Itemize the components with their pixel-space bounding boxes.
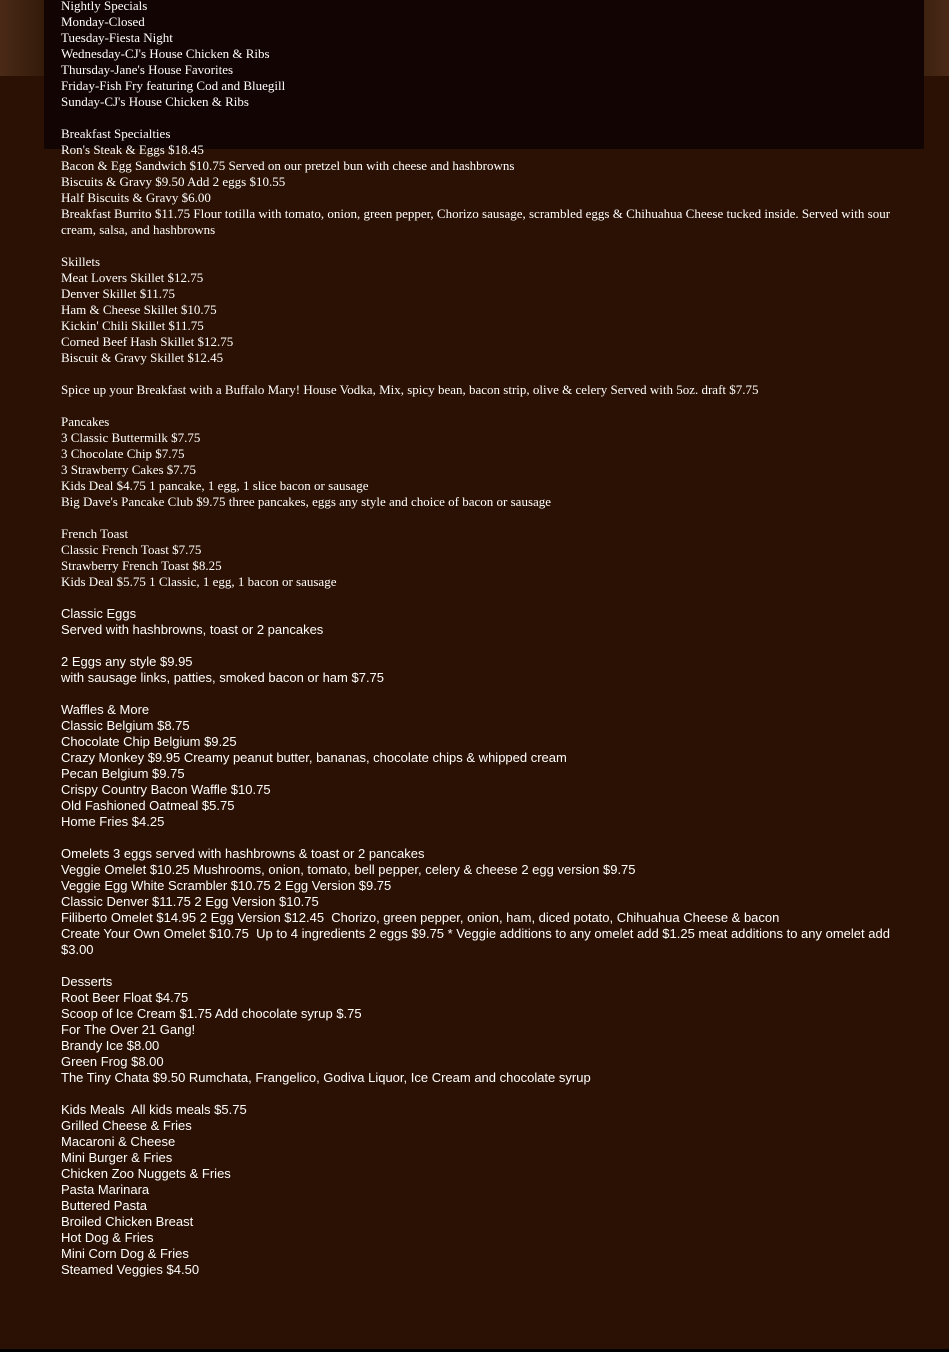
menu-item: Root Beer Float $4.75 [61, 990, 189, 1005]
section-heading: Classic Eggs [61, 606, 137, 621]
menu-item: Kickin' Chili Skillet $11.75 [61, 318, 204, 333]
section-heading: Desserts [61, 974, 113, 989]
menu-item: Corned Beef Hash Skillet $12.75 [61, 334, 234, 349]
menu-item: Veggie Omelet $10.25 Mushrooms, onion, tomato, bell pepper, celery & cheese 2 egg version $9.75 [61, 862, 636, 877]
menu-item: Buttered Pasta [61, 1198, 147, 1213]
french-toast-section [61, 526, 906, 606]
menu-item: Scoop of Ice Cream $1.75 Add chocolate syrup $.75 [61, 1006, 362, 1021]
menu-item: Brandy Ice $8.00 [61, 1038, 160, 1053]
blank-line [61, 398, 906, 414]
menu-item: Macaroni & Cheese [61, 1134, 176, 1149]
section-subheading: Served with hashbrowns, toast or 2 pancakes [61, 622, 324, 637]
section-heading: Skillets [61, 254, 101, 269]
menu-item: Pecan Belgium $9.75 [61, 766, 185, 781]
menu-item: Half Biscuits & Gravy $6.00 [61, 190, 211, 205]
menu-item: with sausage links, patties, smoked bacon or ham $7.75 [61, 670, 385, 685]
breakfast-specialties-section [61, 126, 906, 254]
section-heading: Nightly Specials [61, 0, 148, 13]
menu-item: Thursday-Jane's House Favorites [61, 62, 234, 77]
classic-eggs-section [61, 606, 906, 702]
blank-line [61, 110, 906, 126]
menu-item: Ron's Steak & Eggs $18.45 [61, 142, 204, 157]
blank-line [61, 686, 906, 702]
menu-item: Wednesday-CJ's House Chicken & Ribs [61, 46, 270, 61]
menu-item: Broiled Chicken Breast [61, 1214, 194, 1229]
menu-item: Kids Deal $4.75 1 pancake, 1 egg, 1 slice bacon or sausage [61, 478, 369, 493]
blank-line [61, 830, 906, 846]
desserts-section [61, 974, 906, 1102]
skillets-section [61, 254, 906, 382]
menu-item: Ham & Cheese Skillet $10.75 [61, 302, 217, 317]
menu-item: Hot Dog & Fries [61, 1230, 154, 1245]
menu-item: Pasta Marinara [61, 1182, 150, 1197]
kids-meals-section [61, 1102, 906, 1278]
menu-item: Friday-Fish Fry featuring Cod and Bluegill [61, 78, 286, 93]
section-heading: Breakfast Specialties [61, 126, 171, 141]
menu-item: Classic French Toast $7.75 [61, 542, 202, 557]
promo-text: Spice up your Breakfast with a Buffalo Mary! House Vodka, Mix, spicy bean, bacon strip, olive & celery Served with 5oz. draft $7.75 [61, 382, 759, 397]
blank-line [61, 958, 906, 974]
menu-item: Veggie Egg White Scrambler $10.75 2 Egg Version $9.75 [61, 878, 392, 893]
menu-item: Denver Skillet $11.75 [61, 286, 175, 301]
blank-line [61, 590, 906, 606]
omelets-section [61, 846, 906, 974]
menu-item: Classic Denver $11.75 2 Egg Version $10.75 [61, 894, 319, 909]
blank-line [61, 238, 906, 254]
menu-item: Home Fries $4.25 [61, 814, 165, 829]
section-heading: Omelets 3 eggs served with hashbrowns & toast or 2 pancakes [61, 846, 425, 861]
menu-item: Steamed Veggies $4.50 [61, 1262, 200, 1277]
menu-item: 3 Classic Buttermilk $7.75 [61, 430, 201, 445]
menu-item: Breakfast Burrito $11.75 Flour totilla with tomato, onion, green pepper, Chorizo sausage, scrambled eggs & Chihuahua Cheese tucked inside. Served with sour cream, salsa, and hashbrowns [61, 206, 894, 237]
menu-item: Chicken Zoo Nuggets & Fries [61, 1166, 231, 1181]
blank-line [61, 1086, 906, 1102]
menu-item: Crazy Monkey $9.95 Creamy peanut butter, bananas, chocolate chips & whipped cream [61, 750, 567, 765]
menu-item: Old Fashioned Oatmeal $5.75 [61, 798, 235, 813]
menu-item: Create Your Own Omelet $10.75 Up to 4 ingredients 2 eggs $9.75 * Veggie additions to any omelet add $1.25 meat additions to any omelet add $3.00 [61, 926, 894, 957]
section-heading: Pancakes [61, 414, 110, 429]
menu-content [61, 0, 906, 1278]
menu-item: Grilled Cheese & Fries [61, 1118, 192, 1133]
menu-item: 2 Eggs any style $9.95 [61, 654, 193, 669]
blank-line [61, 510, 906, 526]
menu-item: Kids Deal $5.75 1 Classic, 1 egg, 1 bacon or sausage [61, 574, 337, 589]
menu-item: Filiberto Omelet $14.95 2 Egg Version $12.45 Chorizo, green pepper, onion, ham, diced potato, Chihuahua Cheese & bacon [61, 910, 780, 925]
menu-item: Mini Corn Dog & Fries [61, 1246, 189, 1261]
menu-item: Strawberry French Toast $8.25 [61, 558, 222, 573]
menu-item: Meat Lovers Skillet $12.75 [61, 270, 204, 285]
pancakes-section [61, 414, 906, 526]
menu-item: Monday-Closed [61, 14, 145, 29]
waffles-section [61, 702, 906, 846]
menu-item: 3 Chocolate Chip $7.75 [61, 446, 185, 461]
menu-item: Big Dave's Pancake Club $9.75 three pancakes, eggs any style and choice of bacon or sausage [61, 494, 552, 509]
menu-item: Chocolate Chip Belgium $9.25 [61, 734, 237, 749]
menu-item: Tuesday-Fiesta Night [61, 30, 173, 45]
section-heading: Waffles & More [61, 702, 150, 717]
menu-item: The Tiny Chata $9.50 Rumchata, Frangelico, Godiva Liquor, Ice Cream and chocolate syrup [61, 1070, 591, 1085]
menu-item: Biscuit & Gravy Skillet $12.45 [61, 350, 224, 365]
menu-item: 3 Strawberry Cakes $7.75 [61, 462, 197, 477]
menu-item: For The Over 21 Gang! [61, 1022, 196, 1037]
menu-item: Crispy Country Bacon Waffle $10.75 [61, 782, 271, 797]
blank-line [61, 638, 906, 654]
menu-item: Biscuits & Gravy $9.50 Add 2 eggs $10.55 [61, 174, 286, 189]
blank-line [61, 366, 906, 382]
section-heading: French Toast [61, 526, 129, 541]
menu-item: Green Frog $8.00 [61, 1054, 164, 1069]
nightly-specials-section [61, 0, 906, 126]
menu-item: Bacon & Egg Sandwich $10.75 Served on our pretzel bun with cheese and hashbrowns [61, 158, 515, 173]
section-heading: Kids Meals All kids meals $5.75 [61, 1102, 247, 1117]
menu-item: Mini Burger & Fries [61, 1150, 173, 1165]
menu-item: Sunday-CJ's House Chicken & Ribs [61, 94, 249, 109]
menu-item: Classic Belgium $8.75 [61, 718, 190, 733]
buffalo-mary-section [61, 382, 906, 414]
